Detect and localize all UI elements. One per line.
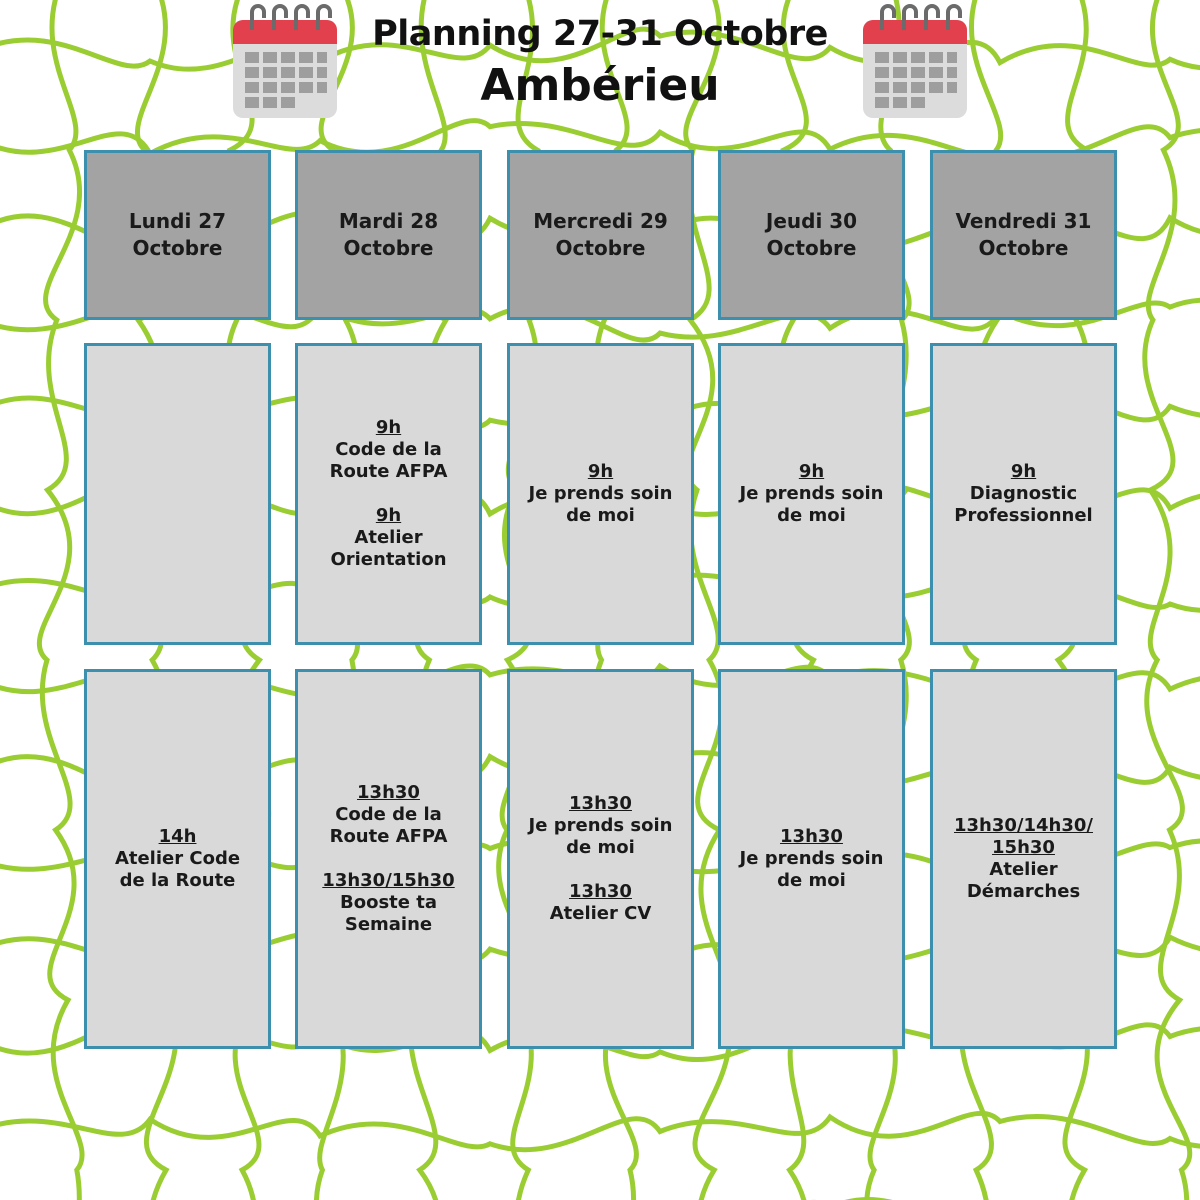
day-name: Jeudi 30 — [765, 209, 858, 233]
page-subtitle-location: Ambérieu — [480, 60, 720, 111]
afternoon-slot-cell — [718, 669, 905, 1049]
event-title-line: de moi — [777, 505, 846, 526]
page-title: Planning 27-31 Octobre — [372, 14, 828, 54]
event-title-line: de la Route — [119, 870, 236, 891]
morning-slot-cell — [507, 343, 694, 645]
event-title-line: Semaine — [344, 914, 433, 935]
day-header-cell — [930, 150, 1117, 320]
event-title-line: Atelier Code — [114, 848, 241, 869]
event-title-line: Atelier CV — [549, 903, 652, 924]
day-month: Octobre — [132, 236, 223, 260]
event-time: 13h30/14h30/ 15h30 — [954, 815, 1093, 858]
event-time: 13h30/15h30 — [322, 870, 455, 891]
event-time: 9h — [375, 417, 402, 438]
event-title-line: Professionnel — [954, 505, 1093, 526]
event-time: 9h — [1010, 461, 1037, 482]
event-title-line: de moi — [566, 505, 635, 526]
day-header-cell — [718, 150, 905, 320]
morning-slot-cell — [84, 343, 271, 645]
day-name: Vendredi 31 — [955, 209, 1092, 233]
background-wave-line — [1145, 0, 1190, 1200]
day-header-cell — [295, 150, 482, 320]
event-title-line: Diagnostic — [969, 483, 1078, 504]
event-title-line: Atelier — [989, 859, 1058, 880]
event-title-line: Booste ta — [340, 892, 437, 913]
day-name: Mardi 28 — [338, 209, 439, 233]
day-name: Lundi 27 — [128, 209, 227, 233]
morning-slot-cell — [930, 343, 1117, 645]
event-time: 9h — [375, 505, 402, 526]
event-time: 13h30 — [569, 793, 632, 814]
day-header-cell — [507, 150, 694, 320]
event-title-line: Je prends soin — [739, 848, 884, 869]
event-title-line: Je prends soin — [528, 815, 673, 836]
afternoon-slot-cell — [295, 669, 482, 1049]
event-title-line: Je prends soin — [739, 483, 884, 504]
day-month: Octobre — [343, 236, 434, 260]
day-month: Octobre — [555, 236, 646, 260]
event-time: 13h30 — [569, 881, 632, 902]
event-title-line: Atelier — [354, 527, 423, 548]
event-time: 14h — [158, 826, 197, 847]
event-title-line: Démarches — [966, 881, 1081, 902]
afternoon-slot-cell — [930, 669, 1117, 1049]
day-name: Mercredi 29 — [533, 209, 668, 233]
day-header-cell — [84, 150, 271, 320]
morning-slot-cell — [295, 343, 482, 645]
day-month: Octobre — [766, 236, 857, 260]
background-wave-line — [0, 1113, 1200, 1149]
event-title-line: Route AFPA — [329, 826, 448, 847]
day-month: Octobre — [978, 236, 1069, 260]
event-time: 13h30 — [357, 782, 420, 803]
afternoon-slot-cell — [507, 669, 694, 1049]
event-title-line: Orientation — [330, 549, 447, 570]
event-title-line: Je prends soin — [528, 483, 673, 504]
event-time: 9h — [587, 461, 614, 482]
event-time: 13h30 — [780, 826, 843, 847]
event-title-line: Route AFPA — [329, 461, 448, 482]
event-title-line: de moi — [777, 870, 846, 891]
event-title-line: Code de la — [335, 439, 442, 460]
morning-slot-cell — [718, 343, 905, 645]
event-title-line: Code de la — [335, 804, 442, 825]
background-wave-line — [39, 0, 82, 1200]
event-time: 9h — [798, 461, 825, 482]
event-title-line: de moi — [566, 837, 635, 858]
afternoon-slot-cell — [84, 669, 271, 1049]
